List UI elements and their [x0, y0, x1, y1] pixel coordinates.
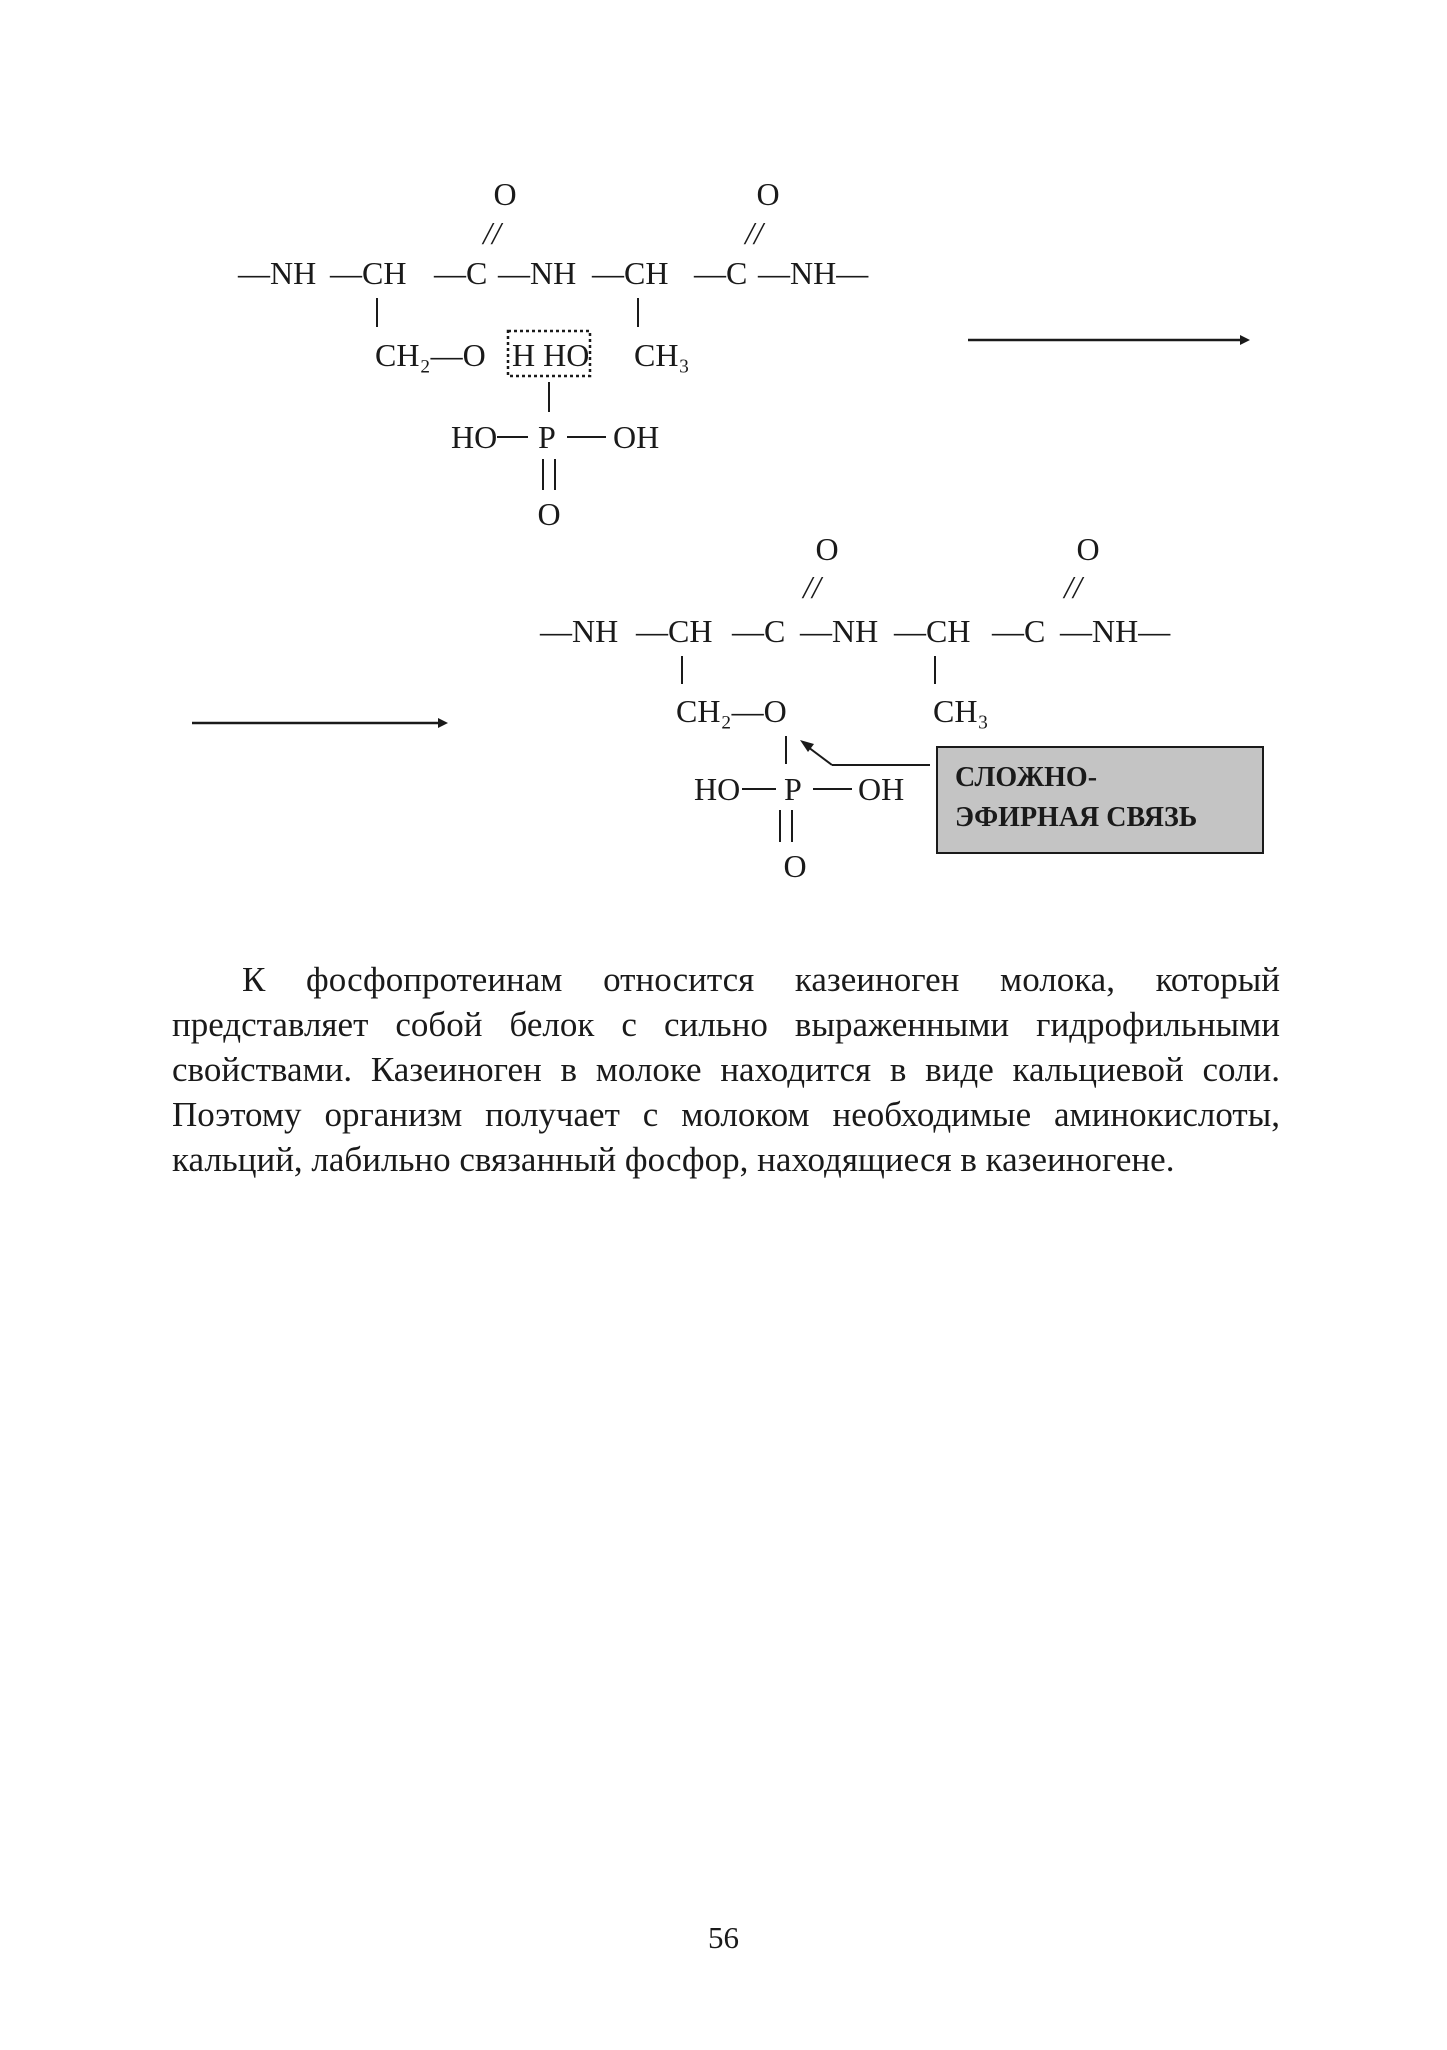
ester-bond-label-line2: ЭФИРНАЯ СВЯЗЬ [955, 802, 1198, 833]
reactant-backbone-ch-1: —CH [330, 255, 407, 291]
product-backbone-c-2: —C [992, 613, 1046, 649]
reactant-backbone-c-1: —C [434, 255, 488, 291]
reaction-arrow-top-head [1240, 335, 1250, 345]
reactant-carbonyl-o-2: O [756, 176, 780, 212]
reactant-carbonyl-o-1: O [493, 176, 517, 212]
reactant-phosphate-o: O [537, 496, 561, 532]
product-double-bond-1: // [803, 569, 821, 605]
product-side-chain-2: CH₃ [933, 693, 989, 729]
reactant-backbone-ch-2: —CH [592, 255, 669, 291]
reactant-backbone-c-2: —C [694, 255, 748, 291]
product-phosphate-p: P [784, 771, 802, 807]
product-phosphate-o: O [783, 848, 807, 884]
ester-bond-label-line1: СЛОЖНО- [955, 762, 1098, 793]
reactant-side-chain-1: CH₂—O [375, 337, 486, 373]
reactant-backbone-nh-1: —NH [238, 255, 317, 291]
reactant-side-chain-2: CH₃ [634, 337, 690, 373]
page-number: 56 [708, 1920, 739, 1955]
product-backbone-ch-2: —CH [894, 613, 971, 649]
product-carbonyl-o-1: O [815, 531, 839, 567]
ester-bond-label [937, 747, 1263, 853]
reactant-double-bond-1: // [483, 215, 501, 251]
reactant-molecule [237, 176, 869, 532]
product-backbone-c-1: —C [732, 613, 786, 649]
reactant-backbone-nh-3: —NH— [758, 255, 869, 291]
product-backbone-nh-1: —NH [540, 613, 619, 649]
reaction-scheme [0, 0, 1447, 900]
reactant-phosphate-ho: HO [451, 419, 498, 455]
product-backbone-nh-2: —NH [800, 613, 879, 649]
product-double-bond-2: // [1064, 569, 1082, 605]
body-paragraph: К фосфопротеинам относится казеиноген молока, который представляет собой белок с сильно выраженными гидрофильными свойствами. Казеиноген в молоке находится в виде кальциевой соли. Поэтому организм получает с молоком необходимые аминокислоты, кальций, лабильно связанный фосфор, находящиеся в казеиногене. [172, 960, 1280, 1179]
reactant-phosphate-p: P [538, 419, 556, 455]
reactant-phosphate-oh: OH [613, 419, 660, 455]
eliminated-pair: H HO [512, 337, 590, 373]
product-carbonyl-o-2: O [1076, 531, 1100, 567]
product-backbone-nh-3: —NH— [1060, 613, 1171, 649]
product-phosphate-oh: OH [858, 771, 905, 807]
reactant-double-bond-2: // [745, 215, 763, 251]
reaction-arrow-bottom-head [438, 718, 448, 728]
product-backbone-ch-1: —CH [636, 613, 713, 649]
product-phosphate-ho: HO [694, 771, 741, 807]
reactant-backbone-nh-2: —NH [498, 255, 577, 291]
product-side-chain-1: CH₂—O [676, 693, 787, 729]
